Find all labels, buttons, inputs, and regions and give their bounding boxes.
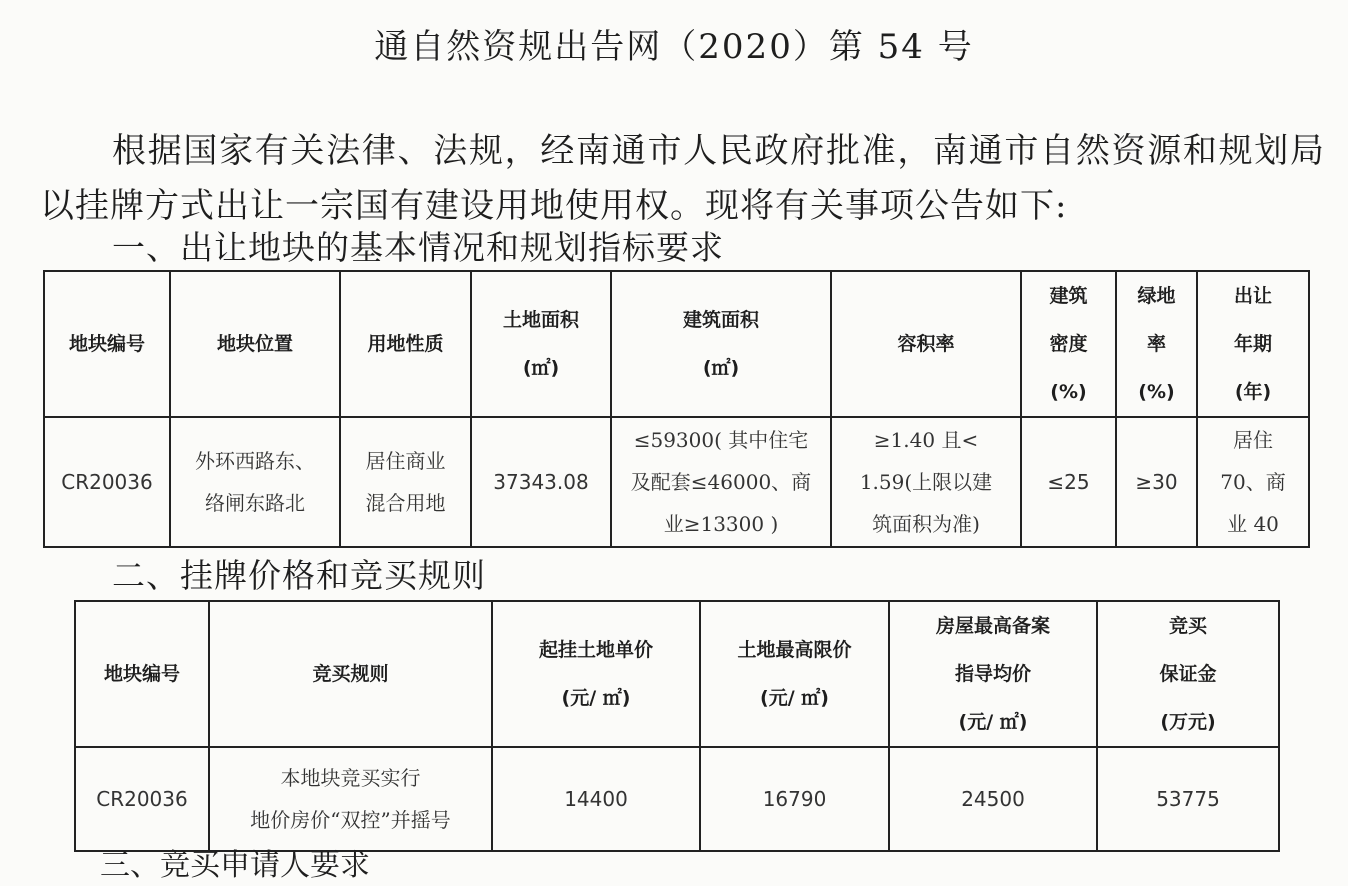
cell-line: 起挂土地单价	[538, 639, 653, 661]
cell-line: (万元)	[1160, 711, 1216, 733]
cell-line: 保证金	[1159, 663, 1217, 685]
cell-line: 建筑面积	[682, 309, 759, 331]
cell-line: 竞买	[1168, 615, 1207, 637]
cell-line: 用地性质	[367, 333, 444, 355]
cell-line: 居住	[1233, 428, 1273, 452]
table-cell	[1097, 747, 1279, 851]
cell-line: (元/ ㎡)	[760, 687, 829, 709]
listing-price-table	[74, 600, 1280, 852]
cell-line: CR20036	[96, 787, 188, 811]
table-cell	[170, 417, 340, 547]
cell-line: 密度	[1049, 333, 1088, 355]
cell-line: CR20036	[61, 470, 153, 494]
cell-line: 及配套≤46000、商	[630, 470, 812, 494]
cell-line: 出让	[1233, 285, 1272, 307]
header-cell	[492, 601, 700, 747]
cell-line: (㎡)	[522, 357, 560, 379]
cell-line: 地价房价“双控”并摇号	[250, 808, 451, 832]
section3-heading-cut: 三、竞买申请人要求	[100, 848, 370, 883]
header-cell	[170, 271, 340, 417]
cell-line: ≤59300( 其中住宅	[633, 428, 809, 452]
table-cell	[831, 417, 1021, 547]
header-cell	[1097, 601, 1279, 747]
table-cell	[44, 417, 170, 547]
cell-line: 业 40	[1227, 512, 1279, 536]
cell-line: 率	[1146, 333, 1166, 355]
header-cell	[889, 601, 1097, 747]
cell-line: 容积率	[897, 333, 955, 355]
header-cell	[1116, 271, 1197, 417]
table-header-row	[75, 601, 1279, 747]
cell-line: 土地最高限价	[737, 639, 852, 661]
table-row	[75, 747, 1279, 851]
header-cell	[700, 601, 889, 747]
cell-line: 绿地	[1137, 285, 1176, 307]
cell-line: 24500	[961, 787, 1025, 811]
cell-line: (元/ ㎡)	[958, 711, 1028, 733]
cell-line: 37343.08	[493, 470, 589, 494]
header-cell	[831, 271, 1021, 417]
cell-line: 外环西路东、	[195, 449, 315, 473]
cell-line: 地块编号	[68, 333, 145, 355]
cell-line: 建筑	[1049, 285, 1088, 307]
cell-line: 14400	[564, 787, 628, 811]
cell-line: 地块编号	[103, 663, 180, 685]
table-cell	[1197, 417, 1309, 547]
table-row	[44, 417, 1309, 547]
table-cell	[492, 747, 700, 851]
document-title: 通自然资规出告网（2020）第 54 号	[374, 27, 974, 67]
cell-line: (年)	[1234, 381, 1272, 403]
cell-line: (%)	[1138, 381, 1175, 403]
header-cell	[340, 271, 471, 417]
cell-line: ≥30	[1135, 470, 1178, 494]
cell-line: 混合用地	[365, 491, 446, 515]
cell-line: 53775	[1156, 787, 1220, 811]
table-cell	[611, 417, 831, 547]
table-cell	[340, 417, 471, 547]
cell-line: (㎡)	[702, 357, 740, 379]
header-cell	[209, 601, 492, 747]
table-cell	[209, 747, 492, 851]
table-cell	[1021, 417, 1116, 547]
table-header-row	[44, 271, 1309, 417]
cell-line: 土地面积	[502, 309, 579, 331]
table-cell	[700, 747, 889, 851]
cell-line: 本地块竞买实行	[280, 766, 421, 790]
cell-line: 房屋最高备案	[935, 615, 1050, 637]
cell-line: 络闸东路北	[205, 491, 305, 515]
section1-heading: 一、出让地块的基本情况和规划指标要求	[112, 228, 724, 267]
intro-paragraph: 根据国家有关法律、法规，经南通市人民政府批准，南通市自然资源和规划局以挂牌方式出让一宗国有建设用地使用权。现将有关事项公告如下:	[40, 131, 1325, 226]
header-cell	[471, 271, 611, 417]
header-cell	[75, 601, 209, 747]
cell-line: 地块位置	[216, 333, 293, 355]
cell-line: 竞买规则	[312, 663, 389, 685]
table-cell	[889, 747, 1097, 851]
header-cell	[1021, 271, 1116, 417]
land-parcel-table	[43, 270, 1310, 548]
header-cell	[1197, 271, 1309, 417]
table-cell	[471, 417, 611, 547]
cell-line: 指导均价	[954, 663, 1031, 685]
cell-line: 年期	[1233, 333, 1272, 355]
header-cell	[44, 271, 170, 417]
cell-line: 筑面积为准)	[872, 512, 980, 536]
cell-line: 70、商	[1220, 470, 1286, 494]
cell-line: 居住商业	[365, 449, 446, 473]
cell-line: (元/ ㎡)	[561, 687, 631, 709]
cell-line: 16790	[762, 787, 827, 811]
cell-line: ≥1.40 且<	[873, 428, 979, 452]
table-cell	[75, 747, 209, 851]
cell-line: (%)	[1050, 381, 1087, 403]
header-cell	[611, 271, 831, 417]
cell-line: ≤25	[1047, 470, 1090, 494]
section2-heading: 二、挂牌价格和竞买规则	[112, 556, 486, 595]
cell-line: 业≥13300 )	[663, 512, 779, 536]
table-cell	[1116, 417, 1197, 547]
cell-line: 1.59(上限以建	[859, 470, 993, 494]
